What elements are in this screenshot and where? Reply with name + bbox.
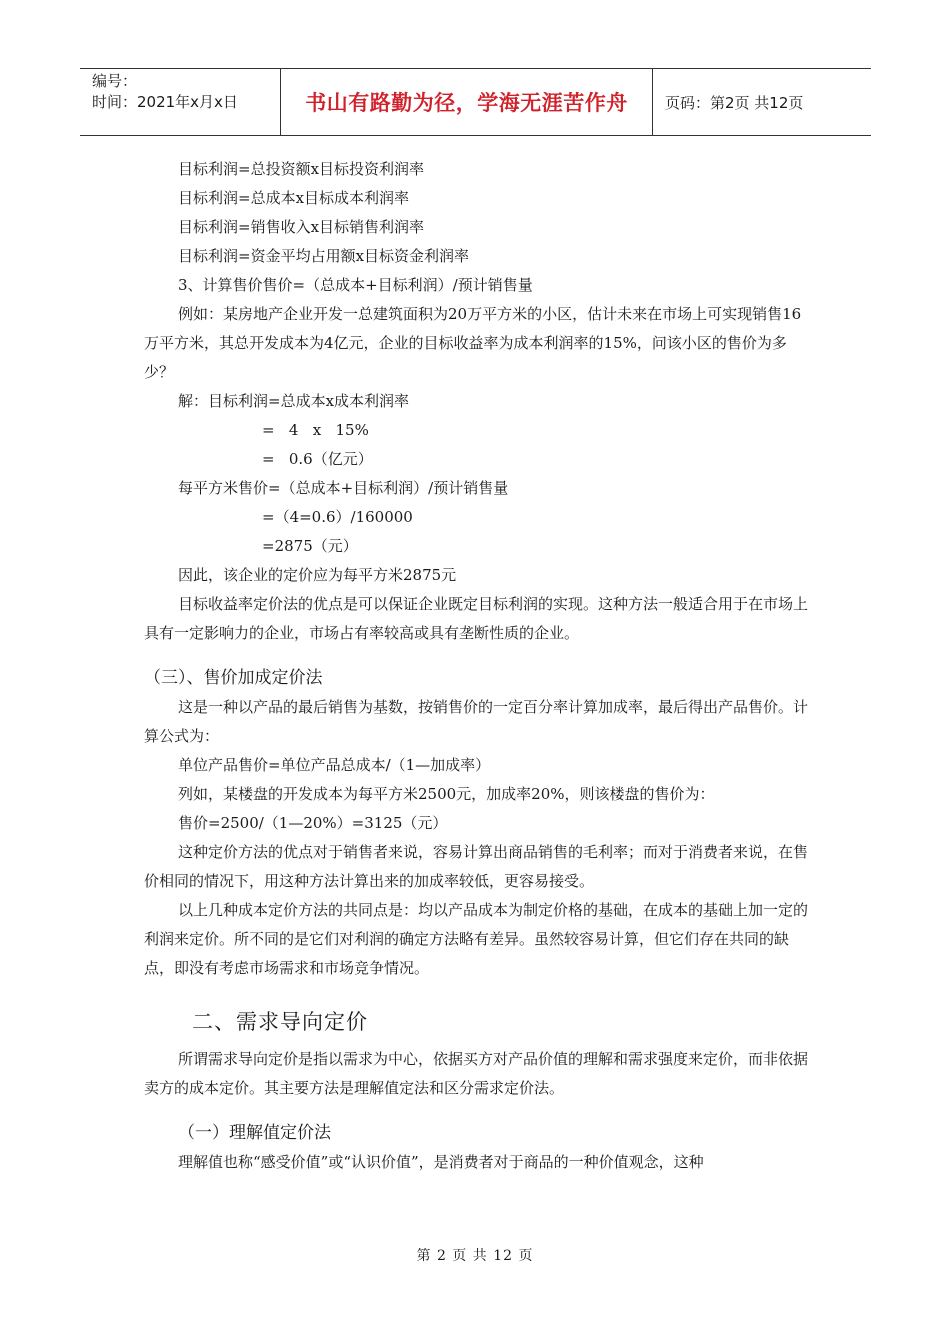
calc-line: =2875（元） <box>262 537 358 555</box>
formula-line: 目标利润=总投资额x目标投资利润率 <box>178 160 425 178</box>
page-header <box>80 68 871 136</box>
page-footer: 第 2 页 共 12 页 <box>416 1248 534 1264</box>
spacer <box>144 983 814 1007</box>
conclusion-line: 因此，该企业的定价应为每平方米2875元 <box>178 566 457 584</box>
header-page-info: 页码：第2页 共12页 <box>665 93 804 112</box>
spacer <box>144 1037 814 1045</box>
chapter-paragraph: 所谓需求导向定价是指以需求为中心，依据买方对产品价值的理解和需求强度来定价，而非依据卖方的成本定价。其主要方法是理解值定法和区分需求定价法。 <box>144 1050 809 1097</box>
summary-paragraph: 以上几种成本定价方法的共同点是：均以产品成本为制定价格的基础，在成本的基础上加一定的利润来定价。所不同的是它们对利润的确定方法略有差异。虽然较容易计算，但它们存在共同的缺点，即没有考虑市场需求和市场竞争情况。 <box>144 901 809 977</box>
example-line: 列如，某楼盘的开发成本为每平方米2500元，加成率20%，则该楼盘的售价为： <box>178 785 715 803</box>
price-formula-line: 每平方米售价=（总成本+目标利润）/预计销售量 <box>178 479 509 497</box>
formula-line: 单位产品售价=单位产品总成本/（1—加成率） <box>178 756 491 774</box>
header-motto: 书山有路勤为径，学海无涯苦作舟 <box>281 69 653 135</box>
document-number-label: 编号： <box>92 72 138 90</box>
calc-line: =（4=0.6）/160000 <box>262 508 413 526</box>
formula-line: 3、计算售价售价=（总成本+目标利润）/预计销售量 <box>178 276 533 294</box>
example-paragraph: 例如：某房地产企业开发一总建筑面积为20万平方米的小区，估计未来在市场上可实现销售16万平方米，其总开发成本为4亿元，企业的目标收益率为成本利润率的15%，问该小区的售价为多少？ <box>144 305 802 381</box>
calc-line: 售价=2500/（1—20%）=3125（元） <box>178 814 448 832</box>
section-heading: （三）、售价加成定价法 <box>144 668 323 688</box>
document-date-label: 时间：2021年x月x日 <box>92 93 238 111</box>
solution-line: 解：目标利润=总成本x成本利润率 <box>178 392 410 410</box>
document-body <box>144 155 814 1177</box>
spacer <box>144 1103 814 1119</box>
advantage-paragraph: 目标收益率定价法的优点是可以保证企业既定目标利润的实现。这种方法一般适合用于在市场上具有一定影响力的企业，市场占有率较高或具有垄断性质的企业。 <box>144 595 809 642</box>
section-paragraph: 这是一种以产品的最后销售为基数，按销售价的一定百分率计算加成率，最后得出产品售价。计算公式为： <box>144 698 809 745</box>
formula-line: 目标利润=总成本x目标成本利润率 <box>178 189 410 207</box>
calc-line: = 4 x 15% <box>262 421 369 439</box>
subsection-paragraph: 理解值也称“感受价值”或“认识价值”，是消费者对于商品的一种价值观念，这种 <box>178 1153 704 1171</box>
subsection-heading: （一）理解值定价法 <box>178 1123 331 1143</box>
calc-line: = 0.6（亿元） <box>262 450 373 468</box>
spacer <box>144 648 814 664</box>
formula-line: 目标利润=资金平均占用额x目标资金利润率 <box>178 247 470 265</box>
chapter-heading: 二、需求导向定价 <box>192 1010 368 1034</box>
advantage-paragraph: 这种定价方法的优点对于销售者来说，容易计算出商品销售的毛利率；而对于消费者来说，在售价相同的情况下，用这种方法计算出来的加成率较低，更容易接受。 <box>144 843 809 890</box>
formula-line: 目标利润=销售收入x目标销售利润率 <box>178 218 425 236</box>
header-meta <box>80 69 281 135</box>
